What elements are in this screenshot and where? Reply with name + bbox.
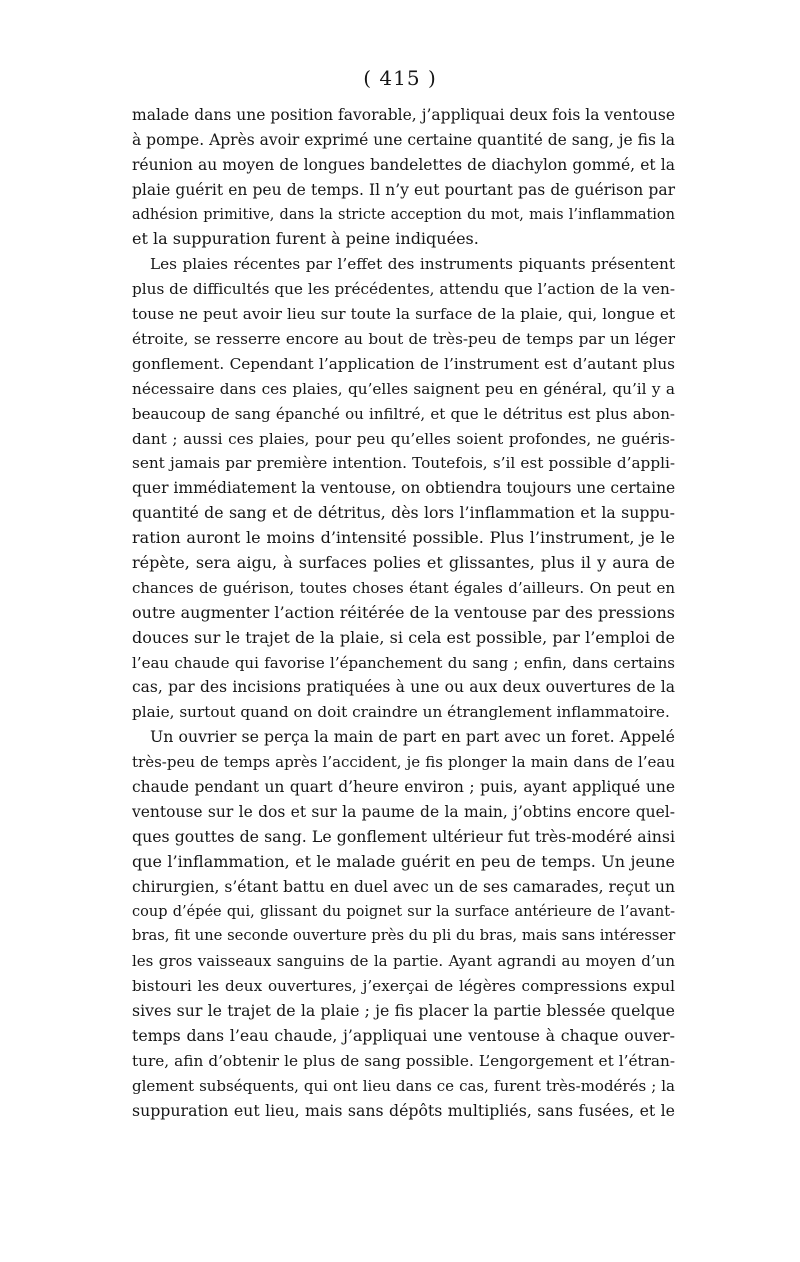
text-line: nécessaire dans ces plaies, qu’elles saignent peu en général, qu’il y a: [132, 379, 675, 398]
text-line: dant ; aussi ces plaies, pour peu qu’elles soient profondes, ne guéris-: [132, 429, 675, 448]
text-line: coup d’épée qui, glissant du poignet sur la surface antérieure de l’avant-: [132, 903, 675, 920]
text-line: ration auront le moins d’intensité possible. Plus l’instrument, je le: [132, 528, 675, 548]
text-line: les gros vaisseaux sanguins de la partie. Ayant agrandi au moyen d’un: [132, 952, 675, 971]
text-line: ventouse sur le dos et sur la paume de la main, j’obtins encore quel-: [132, 802, 675, 821]
text-line: plus de difficultés que les précédentes, attendu que l’action de la ven-: [132, 280, 675, 299]
page-number: ( 415 ): [363, 66, 437, 90]
text-line: outre augmenter l’action réitérée de la ventouse par des pressions: [132, 602, 675, 622]
text-line: douces sur le trajet de la plaie, si cela est possible, par l’emploi de: [132, 627, 675, 647]
text-line: ture, afin d’obtenir le plus de sang possible. L’engorgement et l’étran-: [132, 1051, 675, 1070]
text-line: à pompe. Après avoir exprimé une certaine quantité de sang, je fis la: [132, 130, 676, 149]
text-line: gonflement. Cependant l’application de l’instrument est d’autant plus: [132, 354, 675, 373]
text-line: quer immédiatement la ventouse, on obtiendra toujours une certaine: [132, 479, 676, 498]
text-line: réunion au moyen de longues bandelettes de diachylon gommé, et la: [132, 155, 675, 174]
text-line: cas, par des incisions pratiquées à une ou aux deux ouvertures de la: [132, 678, 675, 697]
text-line: plaie guérit en peu de temps. Il n’y eut pourtant pas de guérison par: [132, 180, 675, 199]
text-line: sent jamais par première intention. Toutefois, s’il est possible d’appli-: [132, 454, 675, 473]
text-line: touse ne peut avoir lieu sur toute la surface de la plaie, qui, longue et: [132, 305, 675, 324]
text-line: sives sur le trajet de la plaie ; je fis placer la partie blessée quelque: [132, 1001, 675, 1021]
text-line: Un ouvrier se perça la main de part en part avec un foret. Appelé: [150, 727, 675, 747]
text-line: temps dans l’eau chaude, j’appliquai une ventouse à chaque ouver-: [132, 1025, 675, 1045]
text-line: glement subséquents, qui ont lieu dans ce cas, furent très-modérés ; la: [132, 1076, 675, 1095]
text-line: chances de guérison, toutes choses étant égales d’ailleurs. On peut en: [132, 578, 675, 597]
body-text: [132, 103, 675, 1124]
text-line: bistouri les deux ouvertures, j’exerçai de légères compressions expul: [132, 977, 675, 996]
text-line: l’eau chaude qui favorise l’épanchement du sang ; enfin, dans certains: [132, 653, 675, 672]
text-line: beaucoup de sang épanché ou infiltré, et que le détritus est plus abon-: [132, 404, 675, 423]
text-line: quantité de sang et de détritus, dès lors l’inflammation et la suppu-: [132, 503, 675, 523]
text-line: Les plaies récentes par l’effet des instruments piquants présentent: [150, 255, 675, 274]
text-line: répète, sera aigu, à surfaces polies et glissantes, plus il y aura de: [132, 553, 675, 573]
text-line: bras, fit une seconde ouverture près du pli du bras, mais sans intéresser: [132, 927, 676, 945]
text-line: très-peu de temps après l’accident, je fis plonger la main dans de l’eau: [132, 753, 675, 772]
text-line: étroite, se resserre encore au bout de très-peu de temps par un léger: [132, 330, 675, 349]
text-line: chirurgien, s’étant battu en duel avec un de ses camarades, reçut un: [132, 877, 675, 896]
text-line: chaude pendant un quart d’heure environ ; puis, ayant appliqué une: [132, 778, 675, 797]
text-line: ques gouttes de sang. Le gonflement ultérieur fut très-modéré ainsi: [132, 826, 675, 846]
text-line: malade dans une position favorable, j’appliquai deux fois la ventouse: [132, 106, 675, 124]
text-line: plaie, surtout quand on doit craindre un étranglement inflammatoire.: [132, 703, 670, 722]
text-line: suppuration eut lieu, mais sans dépôts multipliés, sans fusées, et le: [132, 1100, 675, 1120]
text-line: et la suppuration furent à peine indiquées.: [132, 229, 479, 249]
text-line: que l’inflammation, et le malade guérit en peu de temps. Un jeune: [132, 851, 675, 871]
text-line: adhésion primitive, dans la stricte acception du mot, mais l’inflammation: [132, 206, 675, 223]
